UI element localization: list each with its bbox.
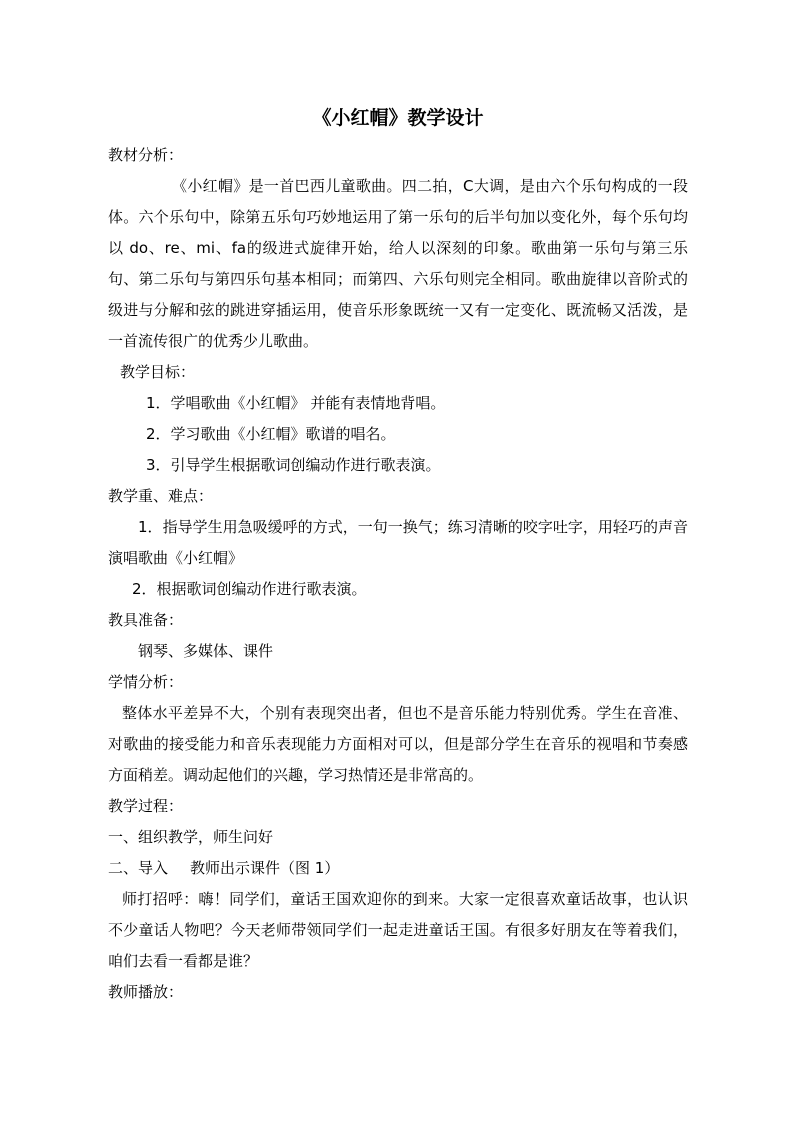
objective-item-3: 3．引导学生根据歌词创编动作进行歌表演。 — [146, 456, 441, 474]
process-step-1: 一、组织教学，师生问好 — [108, 828, 274, 846]
material-analysis-heading: 教材分析： — [108, 146, 184, 164]
process-step-2-label: 二、导入 — [108, 859, 169, 877]
greeting-paragraph: 师打招呼：嗨！同学们，童话王国欢迎你的到来。大家一定很喜欢童话故事，也认识不少童话人物吧？今天老师带领同学们一起走进童话王国。有很多好朋友在等着我们，咱们去看一看都是谁？ — [108, 890, 688, 970]
process-step-2 — [108, 853, 688, 884]
teacher-plays-label: 教师播放： — [108, 983, 184, 1001]
objectives-heading: 教学目标： — [120, 363, 196, 381]
document-body — [108, 104, 688, 1008]
learner-analysis-paragraph: 整体水平差异不大，个别有表现突出者，但也不是音乐能力特别优秀。学生在音准、对歌曲的接受能力和音乐表现能力方面相对可以，但是部分学生在音乐的视唱和节奏感方面稍差。调动起他们的兴趣，学习热情还是非常高的。 — [108, 704, 688, 784]
objective-item-2: 2．学习歌曲《小红帽》歌谱的唱名。 — [146, 425, 396, 443]
material-analysis-paragraph: 《小红帽》是一首巴西儿童歌曲。四二拍，C大调，是由六个乐句构成的一段体。六个乐句中，除第五乐句巧妙地运用了第一乐句的后半句加以变化外，每个乐句均以 do、re、mi、fa的级进式旋律开始，给人以深刻的印象。歌曲第一乐句与第三乐句、第二乐句与第四乐句基本相同；而第四、六乐句则完全相同。歌曲旋律以音阶式的级进与分解和弦的跳进穿插运用，使音乐形象既统一又有一定变化、既流畅又活泼，是一首流传很广的优秀少儿歌曲。 — [108, 177, 688, 350]
process-step-2-detail: 教师出示课件（图 1） — [190, 859, 340, 877]
objective-item-1: 1．学唱歌曲《小红帽》 并能有表情地背唱。 — [146, 394, 446, 412]
key-point-item-2: 2．根据歌词创编动作进行歌表演。 — [132, 580, 367, 598]
key-point-item-1: 1．指导学生用急吸缓呼的方式，一句一换气；练习清晰的咬字吐字，用轻巧的声音演唱歌曲《小红帽》 — [108, 518, 688, 567]
document-title: 《小红帽》教学设计 — [312, 107, 484, 129]
key-points-heading: 教学重、难点： — [108, 487, 214, 505]
equipment-list: 钢琴、多媒体、课件 — [138, 642, 274, 660]
process-heading: 教学过程： — [108, 797, 184, 815]
learner-analysis-heading: 学情分析： — [108, 673, 184, 691]
equipment-heading: 教具准备： — [108, 611, 184, 629]
